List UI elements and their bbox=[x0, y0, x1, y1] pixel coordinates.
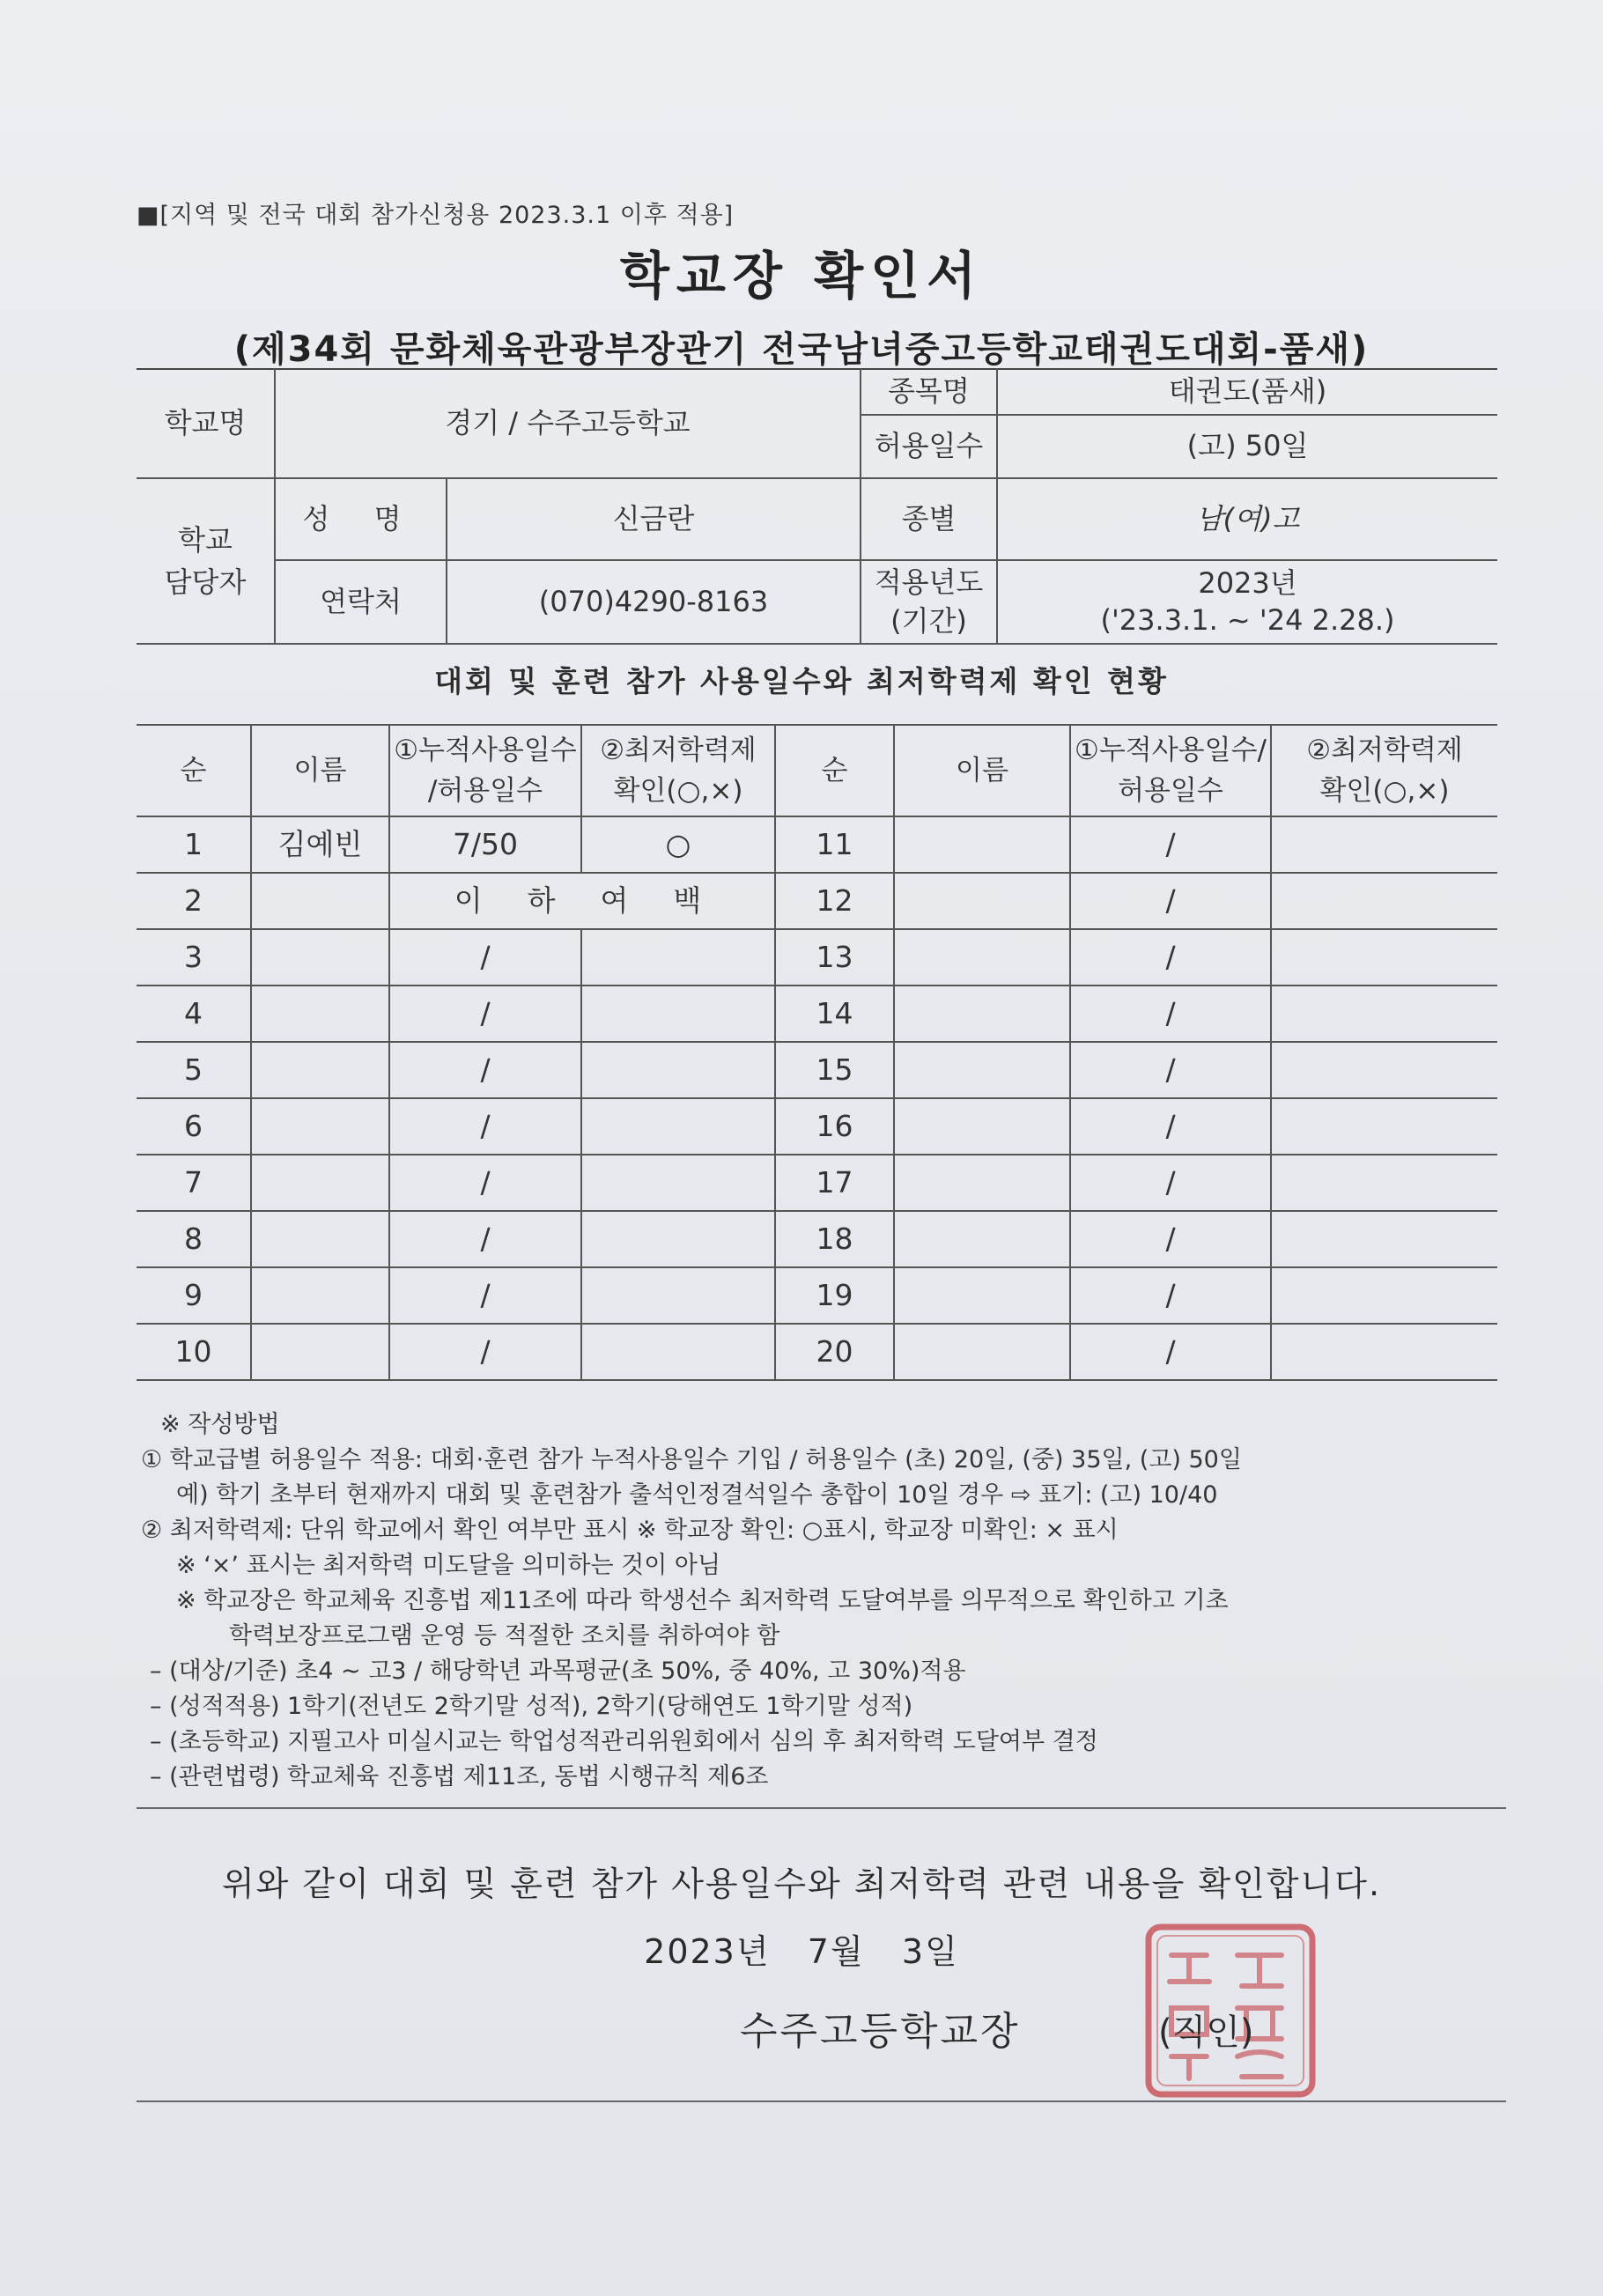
row-check bbox=[1271, 873, 1497, 929]
issue-date: 2023년 7월 3일 bbox=[644, 1932, 959, 1971]
row-no: 19 bbox=[775, 1267, 894, 1324]
row-name bbox=[251, 1211, 389, 1267]
row-days: / bbox=[389, 1042, 581, 1098]
event-label: 종목명 bbox=[861, 369, 997, 415]
note-line: – (초등학교) 지필고사 미실시교는 학업성적관리위원회에서 심의 후 최저학력 도달여부 결정 bbox=[150, 1728, 1098, 1755]
row-no: 2 bbox=[137, 873, 251, 929]
row-check bbox=[581, 1098, 775, 1155]
document-title: 학교장 확인서 bbox=[619, 246, 984, 306]
row-check bbox=[1271, 1324, 1497, 1380]
row-name bbox=[251, 929, 389, 986]
row-name bbox=[894, 1098, 1070, 1155]
header-days-right: ①누적사용일수/ 허용일수 bbox=[1070, 725, 1271, 816]
period-value: ('23.3.1. ~ '24 2.28.) bbox=[1100, 602, 1395, 637]
roster-header-row bbox=[137, 725, 1497, 816]
header-days-left: ①누적사용일수 /허용일수 bbox=[389, 725, 581, 816]
form-code: ■[지역 및 전국 대회 참가신청용 2023.3.1 이후 적용] bbox=[137, 202, 735, 229]
note-line: – (관련법령) 학교체육 진흥법 제11조, 동법 시행규칙 제6조 bbox=[150, 1763, 769, 1790]
row-no: 5 bbox=[137, 1042, 251, 1098]
row-no: 8 bbox=[137, 1211, 251, 1267]
note-line: 학력보장프로그램 운영 등 적절한 조치를 취하여야 함 bbox=[229, 1622, 780, 1650]
row-no: 17 bbox=[775, 1155, 894, 1211]
table-row bbox=[137, 1324, 1497, 1380]
row-no: 13 bbox=[775, 929, 894, 986]
note-line: ② 최저학력제: 단위 학교에서 확인 여부만 표시 ※ 학교장 확인: ○표시, 학교장 미확인: × 표시 bbox=[141, 1517, 1119, 1544]
row-check: ○ bbox=[581, 816, 775, 873]
row-no: 20 bbox=[775, 1324, 894, 1380]
table-row bbox=[137, 873, 1497, 929]
header-name-left: 이름 bbox=[251, 725, 389, 816]
row-days: / bbox=[1070, 1324, 1271, 1380]
gender-value: 남(여)고 bbox=[997, 478, 1497, 560]
note-line: ① 학교급별 허용일수 적용: 대회·훈련 참가 누적사용일수 기입 / 허용일수 (초) 20일, (중) 35일, (고) 50일 bbox=[141, 1446, 1242, 1473]
row-name bbox=[894, 929, 1070, 986]
row-no: 1 bbox=[137, 816, 251, 873]
row-no: 16 bbox=[775, 1098, 894, 1155]
table-row bbox=[137, 1267, 1497, 1324]
row-check bbox=[1271, 1155, 1497, 1211]
row-no: 12 bbox=[775, 873, 894, 929]
row-no: 6 bbox=[137, 1098, 251, 1155]
table-row bbox=[137, 1042, 1497, 1098]
header-no-left: 순 bbox=[137, 725, 251, 816]
row-check bbox=[1271, 986, 1497, 1042]
row-no: 9 bbox=[137, 1267, 251, 1324]
row-days: / bbox=[1070, 986, 1271, 1042]
row-name bbox=[251, 873, 389, 929]
row-days: / bbox=[389, 1155, 581, 1211]
year-label: 적용년도 (기간) bbox=[861, 560, 997, 644]
note-line: ※ ‘×’ 표시는 최저학력 미도달을 의미하는 것이 아님 bbox=[176, 1552, 721, 1579]
row-no: 3 bbox=[137, 929, 251, 986]
row-check bbox=[581, 1324, 775, 1380]
row-name bbox=[894, 1267, 1070, 1324]
row-check bbox=[581, 1267, 775, 1324]
gender-label: 종별 bbox=[861, 478, 997, 560]
row-days: / bbox=[1070, 1155, 1271, 1211]
blank-note: 이 하 여 백 bbox=[389, 873, 775, 929]
header-no-right: 순 bbox=[775, 725, 894, 816]
row-days: / bbox=[389, 1211, 581, 1267]
row-name bbox=[251, 1324, 389, 1380]
days-value: (고) 50일 bbox=[997, 415, 1497, 478]
row-check bbox=[1271, 816, 1497, 873]
row-days: / bbox=[389, 1324, 581, 1380]
row-name: 김예빈 bbox=[251, 816, 389, 873]
row-check bbox=[1271, 1042, 1497, 1098]
row-days: / bbox=[1070, 1211, 1271, 1267]
days-label: 허용일수 bbox=[861, 415, 997, 478]
table-row bbox=[137, 1211, 1497, 1267]
manager-label: 학교 담당자 bbox=[137, 478, 275, 644]
row-check bbox=[1271, 1098, 1497, 1155]
event-title: (제34회 문화체육관광부장관기 전국남녀중고등학교태권도대회-품새) bbox=[233, 329, 1370, 370]
notes-heading: ※ 작성방법 bbox=[160, 1411, 280, 1438]
row-name bbox=[251, 986, 389, 1042]
table-row bbox=[137, 816, 1497, 873]
row-check bbox=[1271, 1211, 1497, 1267]
row-name bbox=[894, 1155, 1070, 1211]
row-check bbox=[581, 929, 775, 986]
row-check bbox=[581, 986, 775, 1042]
row-check bbox=[1271, 1267, 1497, 1324]
row-days: / bbox=[1070, 1042, 1271, 1098]
row-check bbox=[1271, 929, 1497, 986]
row-name bbox=[894, 1042, 1070, 1098]
section-title: 대회 및 훈련 참가 사용일수와 최저학력제 확인 현황 bbox=[434, 664, 1169, 698]
row-days: / bbox=[389, 986, 581, 1042]
row-name bbox=[894, 1324, 1070, 1380]
row-days: / bbox=[389, 929, 581, 986]
row-name bbox=[251, 1042, 389, 1098]
principal-title: 수주고등학교장 bbox=[740, 2009, 1021, 2054]
row-name bbox=[894, 986, 1070, 1042]
row-days: / bbox=[389, 1267, 581, 1324]
roster-table bbox=[137, 724, 1497, 1381]
school-label: 학교명 bbox=[137, 369, 275, 478]
row-name bbox=[894, 816, 1070, 873]
info-table bbox=[137, 368, 1497, 645]
school-value: 경기 / 수주고등학교 bbox=[275, 369, 861, 478]
year-value: 2023년 bbox=[1198, 565, 1297, 600]
table-row bbox=[137, 1098, 1497, 1155]
event-value: 태권도(품새) bbox=[997, 369, 1497, 415]
row-no: 11 bbox=[775, 816, 894, 873]
row-name bbox=[251, 1267, 389, 1324]
note-line: ※ 학교장은 학교체육 진흥법 제11조에 따라 학생선수 최저학력 도달여부를 의무적으로 확인하고 기초 bbox=[176, 1587, 1229, 1614]
row-name bbox=[894, 1211, 1070, 1267]
row-days: / bbox=[1070, 816, 1271, 873]
row-days: / bbox=[1070, 873, 1271, 929]
row-name bbox=[251, 1098, 389, 1155]
row-no: 4 bbox=[137, 986, 251, 1042]
table-row bbox=[137, 986, 1497, 1042]
contact-label: 연락처 bbox=[275, 560, 447, 644]
row-check bbox=[581, 1155, 775, 1211]
row-days: / bbox=[1070, 1267, 1271, 1324]
writing-instructions bbox=[141, 1407, 1515, 1795]
row-no: 10 bbox=[137, 1324, 251, 1380]
year-cell bbox=[997, 560, 1497, 644]
note-line: – (대상/기준) 초4 ~ 고3 / 해당학년 과목평균(초 50%, 중 40%, 고 30%)적용 bbox=[150, 1657, 966, 1685]
row-no: 7 bbox=[137, 1155, 251, 1211]
name-value: 신금란 bbox=[447, 478, 861, 560]
row-name bbox=[894, 873, 1070, 929]
row-no: 15 bbox=[775, 1042, 894, 1098]
contact-value: (070)4290-8163 bbox=[447, 560, 861, 644]
table-row bbox=[137, 1155, 1497, 1211]
confirmation-statement: 위와 같이 대회 및 훈련 참가 사용일수와 최저학력 관련 내용을 확인합니다. bbox=[221, 1864, 1382, 1903]
header-check-right: ②최저학력제 확인(○,×) bbox=[1271, 725, 1497, 816]
note-line: 예) 학기 초부터 현재까지 대회 및 훈련참가 출석인정결석일수 총합이 10일 경우 ⇨ 표기: (고) 10/40 bbox=[176, 1481, 1218, 1509]
row-check bbox=[581, 1042, 775, 1098]
row-check bbox=[581, 1211, 775, 1267]
row-days: / bbox=[389, 1098, 581, 1155]
divider bbox=[137, 2100, 1506, 2102]
header-name-right: 이름 bbox=[894, 725, 1070, 816]
header-check-left: ②최저학력제 확인(○,×) bbox=[581, 725, 775, 816]
name-label: 성 명 bbox=[275, 478, 447, 560]
row-name bbox=[251, 1155, 389, 1211]
row-days: 7/50 bbox=[389, 816, 581, 873]
divider bbox=[137, 1807, 1506, 1809]
row-days: / bbox=[1070, 1098, 1271, 1155]
note-line: – (성적적용) 1학기(전년도 2학기말 성적), 2학기(당해연도 1학기말 성적) bbox=[150, 1693, 913, 1720]
row-days: / bbox=[1070, 929, 1271, 986]
seal-label: (직인) bbox=[1158, 2012, 1254, 2053]
table-row bbox=[137, 929, 1497, 986]
row-no: 18 bbox=[775, 1211, 894, 1267]
row-no: 14 bbox=[775, 986, 894, 1042]
